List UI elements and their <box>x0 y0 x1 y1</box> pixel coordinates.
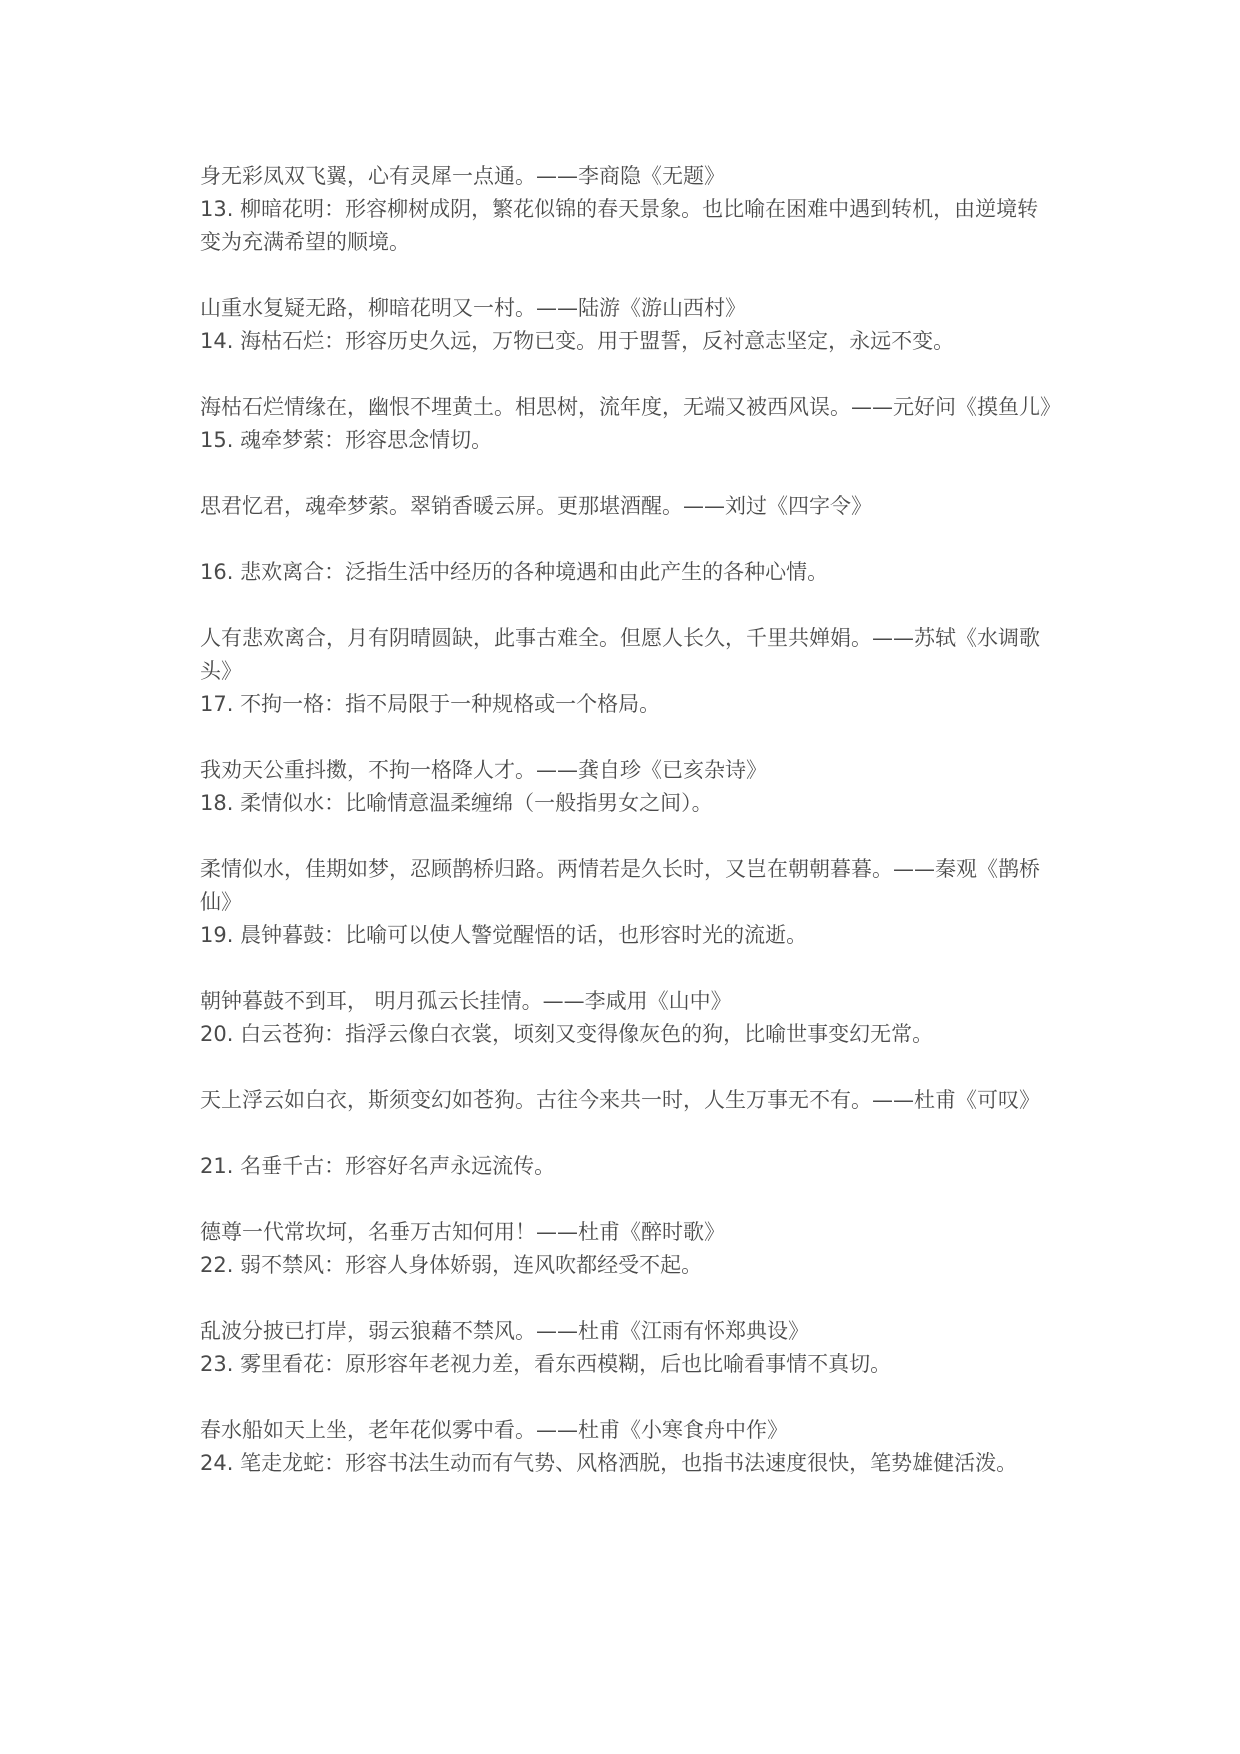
quote-line: 海枯石烂情缘在，幽恨不埋黄土。相思树，流年度，无端又被西风误。——元好问《摸鱼儿》 <box>200 395 1061 419</box>
paragraph-gap <box>200 358 1055 391</box>
paragraph-gap <box>200 523 1055 556</box>
document-body <box>200 160 1061 1480</box>
idiom-entry-17: 17. 不拘一格：指不局限于一种规格或一个格局。 <box>200 692 661 716</box>
paragraph-gap <box>200 589 1055 622</box>
paragraph-gap <box>200 952 1055 985</box>
idiom-entry-21: 21. 名垂千古：形容好名声永远流传。 <box>200 1154 556 1178</box>
quote-line: 朝钟暮鼓不到耳， 明月孤云长挂情。——李咸用《山中》 <box>200 989 732 1013</box>
paragraph-gap <box>200 1381 1055 1414</box>
quote-line: 人有悲欢离合，月有阴晴圆缺，此事古难全。但愿人长久，千里共婵娟。——苏轼《水调歌头》 <box>200 626 1040 683</box>
idiom-entry-23: 23. 雾里看花：原形容年老视力差，看东西模糊，后也比喻看事情不真切。 <box>200 1352 892 1376</box>
idiom-entry-19: 19. 晨钟暮鼓：比喻可以使人警觉醒悟的话，也形容时光的流逝。 <box>200 923 808 947</box>
idiom-entry-24: 24. 笔走龙蛇：形容书法生动而有气势、风格洒脱，也指书法速度很快，笔势雄健活泼。 <box>200 1451 1018 1475</box>
idiom-entry-16: 16. 悲欢离合：泛指生活中经历的各种境遇和由此产生的各种心情。 <box>200 560 829 584</box>
quote-line: 身无彩凤双飞翼，心有灵犀一点通。——李商隐《无题》 <box>200 164 725 188</box>
idiom-entry-14: 14. 海枯石烂：形容历史久远，万物已变。用于盟誓，反衬意志坚定，永远不变。 <box>200 329 955 353</box>
idiom-entry-13: 13. 柳暗花明：形容柳树成阴，繁花似锦的春天景象。也比喻在困难中遇到转机，由逆境转变为充满希望的顺境。 <box>200 197 1039 254</box>
idiom-entry-20: 20. 白云苍狗：指浮云像白衣裳，顷刻又变得像灰色的狗，比喻世事变幻无常。 <box>200 1022 934 1046</box>
paragraph-gap <box>200 457 1055 490</box>
paragraph-gap <box>200 1183 1055 1216</box>
quote-line: 山重水复疑无路，柳暗花明又一村。——陆游《游山西村》 <box>200 296 746 320</box>
quote-line: 乱波分披已打岸，弱云狼藉不禁风。——杜甫《江雨有怀郑典设》 <box>200 1319 809 1343</box>
paragraph-gap <box>200 820 1055 853</box>
quote-line: 春水船如天上坐，老年花似雾中看。——杜甫《小寒食舟中作》 <box>200 1418 788 1442</box>
quote-line: 我劝天公重抖擞，不拘一格降人才。——龚自珍《已亥杂诗》 <box>200 758 767 782</box>
quote-line: 思君忆君，魂牵梦萦。翠销香暖云屏。更那堪酒醒。——刘过《四字令》 <box>200 494 872 518</box>
paragraph-gap <box>200 1282 1055 1315</box>
paragraph-gap <box>200 1051 1055 1084</box>
quote-line: 天上浮云如白衣，斯须变幻如苍狗。古往今来共一时，人生万事无不有。——杜甫《可叹》 <box>200 1088 1040 1112</box>
quote-line: 德尊一代常坎坷，名垂万古知何用！——杜甫《醉时歌》 <box>200 1220 725 1244</box>
quote-line: 柔情似水，佳期如梦，忍顾鹊桥归路。两情若是久长时，又岂在朝朝暮暮。——秦观《鹊桥仙》 <box>200 857 1040 914</box>
paragraph-gap <box>200 721 1055 754</box>
paragraph-gap <box>200 259 1055 292</box>
idiom-entry-18: 18. 柔情似水：比喻情意温柔缠绵（一般指男女之间）。 <box>200 791 713 815</box>
paragraph-gap <box>200 1117 1055 1150</box>
idiom-entry-22: 22. 弱不禁风：形容人身体娇弱，连风吹都经受不起。 <box>200 1253 703 1277</box>
idiom-entry-15: 15. 魂牵梦萦：形容思念情切。 <box>200 428 493 452</box>
